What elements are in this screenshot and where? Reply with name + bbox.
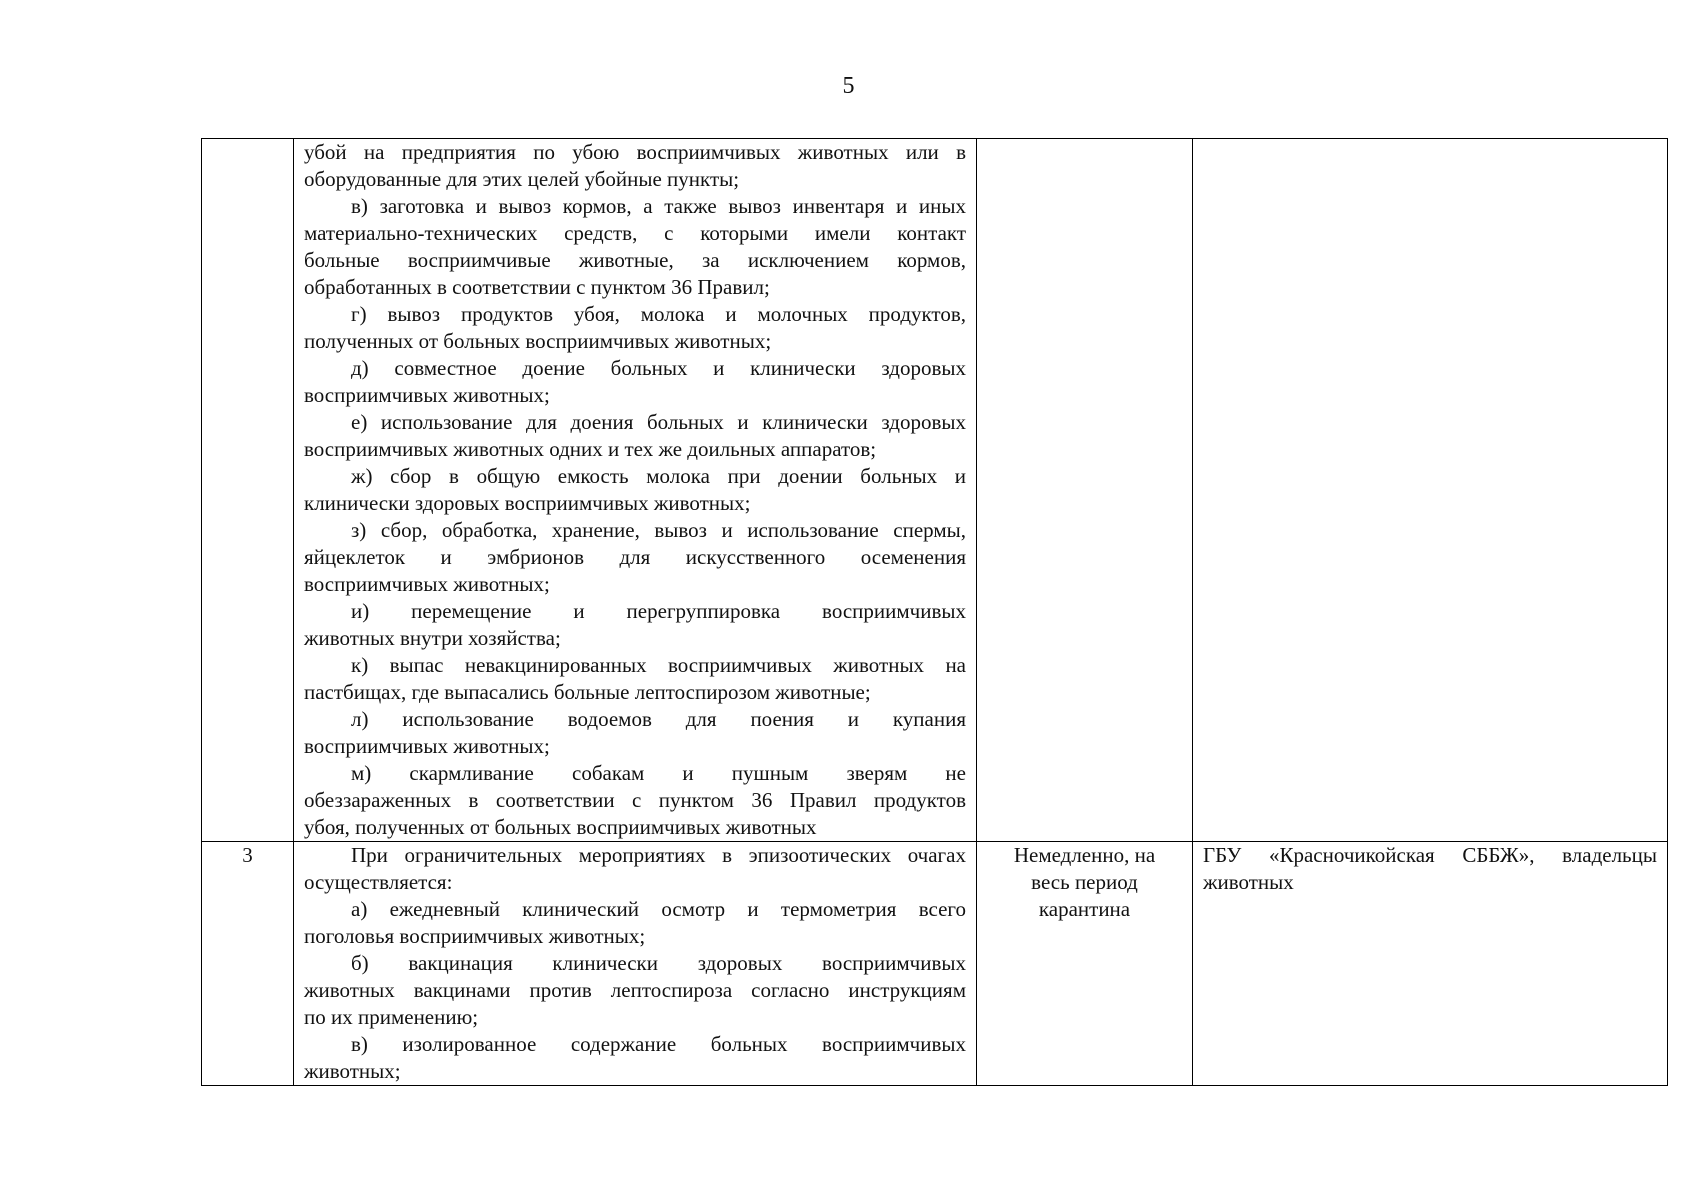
responsible-line: ГБУ «Красночикойская СББЖ», владельцы [1203, 843, 1657, 867]
deadline-line: Немедленно, на [1013, 843, 1156, 867]
text-line: обработанных в соответствии с пунктом 36 Правил; [304, 275, 770, 299]
row-number-cell: 3 [202, 842, 294, 1086]
text-line: м) скармливание собакам и пушным зверям не [351, 761, 966, 785]
deadline-line: весь период [1031, 870, 1138, 894]
text-line: е) использование для доения больных и клинически здоровых [351, 410, 966, 434]
measures-text-cell [294, 139, 977, 842]
text-line: клинически здоровых восприимчивых животных; [304, 491, 751, 515]
table-row [202, 139, 1668, 842]
text-line: восприимчивых животных; [304, 572, 550, 596]
text-line: пастбищах, где выпасались больные лептоспирозом животные; [304, 680, 871, 704]
text-line: восприимчивых животных одних и тех же доильных аппаратов; [304, 437, 877, 461]
text-line: поголовья восприимчивых животных; [304, 924, 646, 948]
text-line: материально-технических средств, с которыми имели контакт [304, 221, 966, 245]
text-line: обеззараженных в соответствии с пунктом 36 Правил продуктов [304, 788, 966, 812]
text-line: осуществляется: [304, 870, 453, 894]
text-line: животных внутри хозяйства; [304, 626, 561, 650]
text-line: в) изолированное содержание больных восприимчивых [351, 1032, 966, 1056]
responsible-cell [1193, 139, 1668, 842]
text-line: восприимчивых животных; [304, 383, 550, 407]
measures-text-cell [294, 842, 977, 1086]
measures-table [201, 138, 1668, 1086]
text-line: больные восприимчивые животные, за исключением кормов, [304, 248, 966, 272]
text-line: убоя, полученных от больных восприимчивых животных [304, 815, 817, 839]
text-line: а) ежедневный клинический осмотр и термометрия всего [351, 897, 966, 921]
text-line: ж) сбор в общую емкость молока при доении больных и [351, 464, 966, 488]
text-line: убой на предприятия по убою восприимчивых животных или в [304, 140, 966, 164]
text-line: в) заготовка и вывоз кормов, а также вывоз инвентаря и иных [351, 194, 966, 218]
deadline-line: карантина [1038, 897, 1131, 921]
text-line: восприимчивых животных; [304, 734, 550, 758]
text-line: д) совместное доение больных и клинически здоровых [351, 356, 966, 380]
text-line: животных вакцинами против лептоспироза согласно инструкциям [304, 978, 966, 1002]
text-line: оборудованные для этих целей убойные пункты; [304, 167, 740, 191]
deadline-cell [977, 139, 1193, 842]
table-row [202, 842, 1668, 1086]
row-number-cell [202, 139, 294, 842]
deadline-cell [977, 842, 1193, 1086]
text-line: и) перемещение и перегруппировка восприимчивых [351, 599, 966, 623]
page-number: 5 [842, 73, 855, 99]
text-line: полученных от больных восприимчивых животных; [304, 329, 772, 353]
responsible-line: животных [1203, 870, 1294, 894]
text-line: з) сбор, обработка, хранение, вывоз и использование спермы, [351, 518, 966, 542]
text-line: животных; [304, 1059, 401, 1083]
text-line: к) выпас невакцинированных восприимчивых животных на [351, 653, 966, 677]
text-line: При ограничительных мероприятиях в эпизоотических очагах [351, 843, 966, 867]
text-line: яйцеклеток и эмбрионов для искусственного осеменения [304, 545, 966, 569]
text-line: л) использование водоемов для поения и купания [351, 707, 966, 731]
text-line: по их применению; [304, 1005, 479, 1029]
responsible-cell [1193, 842, 1668, 1086]
text-line: б) вакцинация клинически здоровых восприимчивых [351, 951, 966, 975]
text-line: г) вывоз продуктов убоя, молока и молочных продуктов, [351, 302, 966, 326]
